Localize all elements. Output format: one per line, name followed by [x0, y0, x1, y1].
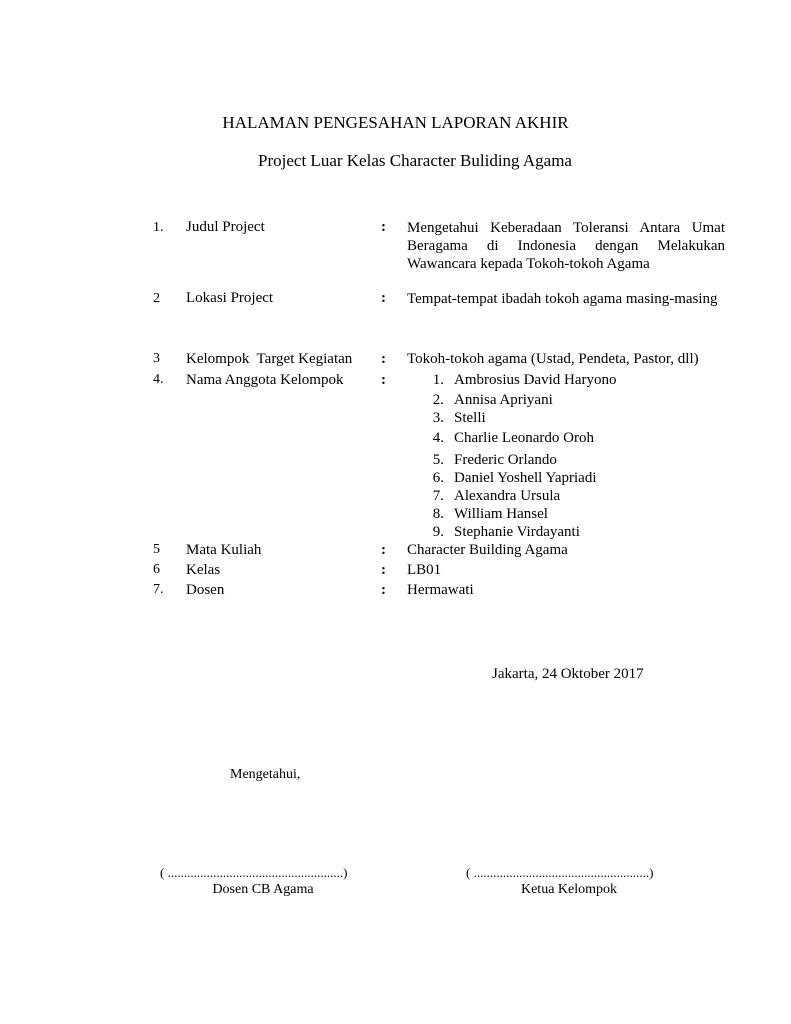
page-subtitle: Project Luar Kelas Character Buliding Agama: [258, 151, 572, 170]
field-number: 3: [153, 351, 160, 366]
member-number: 1.: [432, 372, 444, 388]
member-number: 6.: [432, 470, 444, 486]
field-value: Mengetahui Keberadaan Toleransi Antara Umat Beragama di Indonesia dengan Melakukan Wawancara kepada Tokoh-tokoh Agama: [407, 220, 725, 272]
member-name: Charlie Leonardo Oroh: [454, 430, 594, 446]
member-number: 5.: [432, 452, 444, 468]
field-colon: :: [381, 562, 386, 578]
member-number: 8.: [432, 506, 444, 522]
field-number: 2: [153, 291, 160, 306]
member-name: Stephanie Virdayanti: [454, 524, 580, 540]
signature-name: Dosen CB Agama: [212, 882, 314, 897]
member-number: 9.: [432, 524, 444, 540]
date-line: Jakarta, 24 Oktober 2017: [492, 666, 644, 682]
member-number: 3.: [432, 410, 444, 426]
field-colon: :: [381, 351, 386, 367]
field-number: 1.: [153, 220, 164, 235]
field-label: Kelas: [186, 562, 221, 578]
member-name: Alexandra Ursula: [454, 488, 561, 504]
field-value: Tokoh-tokoh agama (Ustad, Pendeta, Pastor, dll): [407, 351, 699, 367]
member-name: William Hansel: [454, 506, 548, 522]
field-colon: :: [381, 290, 386, 306]
field-colon: :: [381, 542, 386, 558]
field-colon: :: [381, 372, 386, 388]
field-label: Judul Project: [186, 219, 265, 235]
acknowledged-label: Mengetahui,: [230, 767, 301, 782]
field-number: 6: [153, 562, 160, 577]
field-colon: :: [381, 219, 386, 235]
field-label: Dosen: [186, 582, 225, 598]
field-value: Hermawati: [407, 582, 474, 598]
member-number: 4.: [432, 430, 444, 446]
field-value: Character Building Agama: [407, 542, 568, 558]
member-name: Annisa Apriyani: [454, 392, 553, 408]
field-label: Kelompok Target Kegiatan: [186, 351, 353, 367]
field-value: LB01: [407, 562, 442, 578]
signature-line: ( ......................................................): [160, 865, 348, 880]
field-number: 5: [153, 542, 160, 557]
member-name: Stelli: [454, 410, 486, 426]
member-name: Frederic Orlando: [454, 452, 557, 468]
member-name: Ambrosius David Haryono: [454, 372, 617, 388]
signature-line: ( ......................................................): [466, 865, 654, 880]
field-label: Lokasi Project: [186, 290, 274, 306]
field-colon: :: [381, 582, 386, 598]
signature-name: Ketua Kelompok: [520, 882, 618, 897]
field-label: Nama Anggota Kelompok: [186, 372, 344, 388]
field-value: Tempat-tempat ibadah tokoh agama masing-masing: [407, 291, 718, 307]
field-number: 7.: [153, 582, 164, 597]
field-number: 4.: [153, 372, 164, 387]
member-number: 2.: [432, 392, 444, 408]
member-name: Daniel Yoshell Yapriadi: [454, 470, 597, 486]
field-label: Mata Kuliah: [186, 542, 262, 558]
page-title: HALAMAN PENGESAHAN LAPORAN AKHIR: [222, 113, 569, 132]
member-number: 7.: [432, 488, 444, 504]
